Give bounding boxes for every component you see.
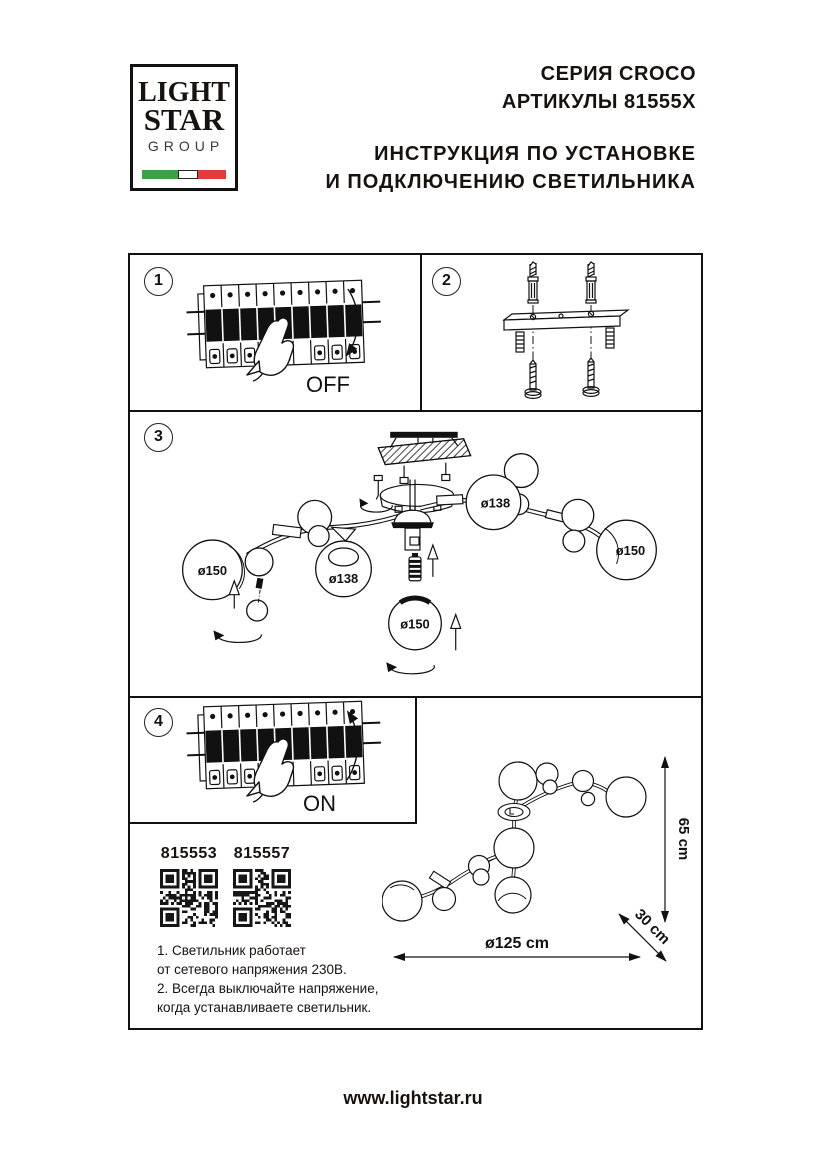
dimension-diameter: ø125 cm <box>484 935 550 952</box>
qr-code-left <box>160 869 218 927</box>
logo-light: LIGHT <box>138 77 230 108</box>
title-line-1: ИНСТРУКЦИЯ ПО УСТАНОВКЕ <box>374 143 696 165</box>
sphere-label-bottom: ø150 <box>400 616 430 632</box>
qr-code-right <box>233 869 291 927</box>
step-4-number: 4 <box>144 708 173 737</box>
safety-notes <box>157 941 378 1017</box>
title-line-2: И ПОДКЛЮЧЕНИЮ СВЕТИЛЬНИКА <box>325 171 696 193</box>
dimension-height: 65 cm <box>675 817 692 861</box>
website-url: www.lightstar.ru <box>343 1088 483 1108</box>
step-2-mounting-illustration <box>460 258 700 406</box>
step-3-assembly-illustration <box>130 407 701 692</box>
header-title-block <box>325 140 696 196</box>
lightstar-logo <box>130 64 238 191</box>
on-label: ON <box>303 791 336 816</box>
note-line-4: когда устанавливаете светильник. <box>157 1000 372 1015</box>
step-4-box <box>130 696 417 824</box>
article-code-815557: 815557 <box>233 845 291 862</box>
step-4-breaker-on-illustration <box>185 698 395 822</box>
instruction-diagram-box <box>128 253 703 1030</box>
logo-group: GROUP <box>147 138 225 155</box>
logo-star: STAR <box>143 101 225 137</box>
article-numbers: АРТИКУЛЫ 81555X <box>501 91 696 113</box>
step-1-breaker-off-illustration <box>185 277 395 407</box>
sphere-label-right: ø138 <box>480 495 511 511</box>
dimensions-illustration <box>382 742 702 982</box>
note-line-2: от сетевого напряжения 230В. <box>157 962 347 977</box>
off-label: OFF <box>306 372 350 397</box>
step-3-number: 3 <box>144 423 173 452</box>
article-code-815553: 815553 <box>160 845 218 862</box>
note-line-3: 2. Всегда выключайте напряжение, <box>157 981 379 996</box>
step-1-number: 1 <box>144 267 173 296</box>
step-2-number: 2 <box>432 267 461 296</box>
dimension-depth: 30 cm <box>631 905 674 948</box>
divider-vertical <box>420 255 422 410</box>
italian-flag-icon <box>142 170 226 179</box>
series-name: СЕРИЯ CROCO <box>540 63 696 85</box>
note-line-1: 1. Светильник работает <box>157 943 306 958</box>
sphere-label-mid: ø138 <box>328 570 359 586</box>
header-series-block <box>502 60 696 116</box>
sphere-label-left: ø150 <box>197 562 228 578</box>
sphere-label-far-right: ø150 <box>615 542 646 558</box>
